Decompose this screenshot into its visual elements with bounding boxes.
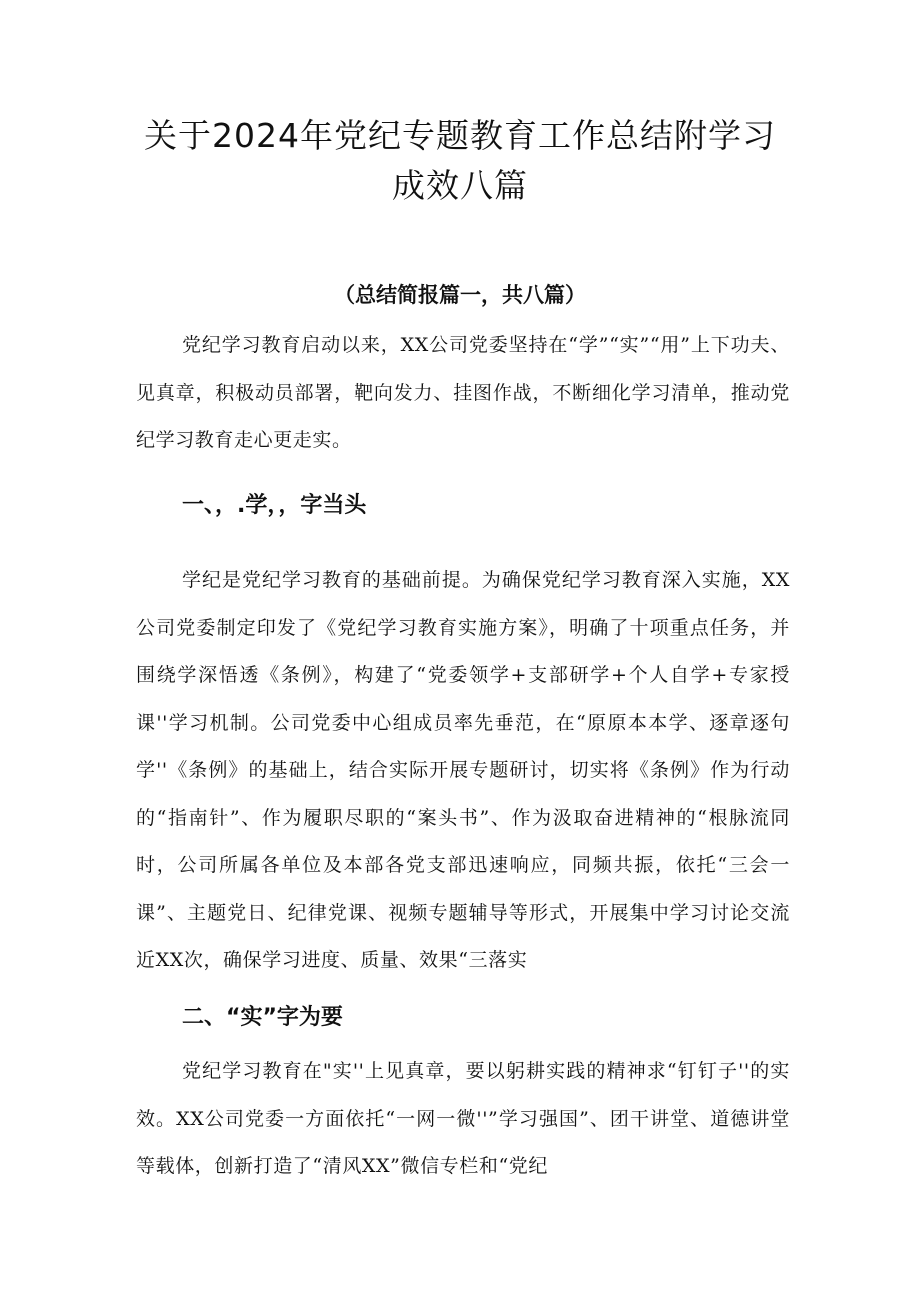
- section-heading-2: 二、“实”字为要: [182, 1005, 343, 1030]
- section-heading-1: 一、，.学，，字当头: [182, 493, 367, 518]
- section2-paragraph: 党纪学习教育在"实''上见真章，要以躬耕实践的精神求“钉钉子''的实效。XX公司党委一方面依托“一网一微''”学习强国”、团干讲堂、道德讲堂等载体，创新打造了“清风XX”微信专栏和“党纪: [136, 1060, 790, 1177]
- document-title-line1: 关于2024年党纪专题教育工作总结附学习: [144, 116, 776, 155]
- intro-paragraph: 党纪学习教育启动以来，XX公司党委坚持在“学”“实”“用”上下功夫、见真章，积极动员部署，靶向发力、挂图作战，不断细化学习清单，推动党纪学习教育走心更走实。: [136, 334, 790, 451]
- document-title-line2: 成效八篇: [392, 166, 528, 205]
- section1-paragraph: 学纪是党纪学习教育的基础前提。为确保党纪学习教育深入实施，XX公司党委制定印发了《党纪学习教育实施方案》，明确了十项重点任务，并围绕学深悟透《条例》，构建了“党委领学+支部研学+个人自学+专家授课''学习机制。公司党委中心组成员率先垂范，在“原原本本学、逐章逐句学''《条例》的基础上，结合实际开展专题研讨，切实将《条例》作为行动的“指南针”、作为履职尽职的“案头书”、作为汲取奋进精神的“根脉流同时，公司所属各单位及本部各党支部迅速响应，同频共振，依托“三会一课”、主题党日、纪律党课、视频专题辅导等形式，开展集中学习讨论交流近XX次，确保学习进度、质量、效果“三落实: [136, 569, 790, 971]
- document-subtitle: （总结简报篇一，共八篇）: [334, 283, 586, 307]
